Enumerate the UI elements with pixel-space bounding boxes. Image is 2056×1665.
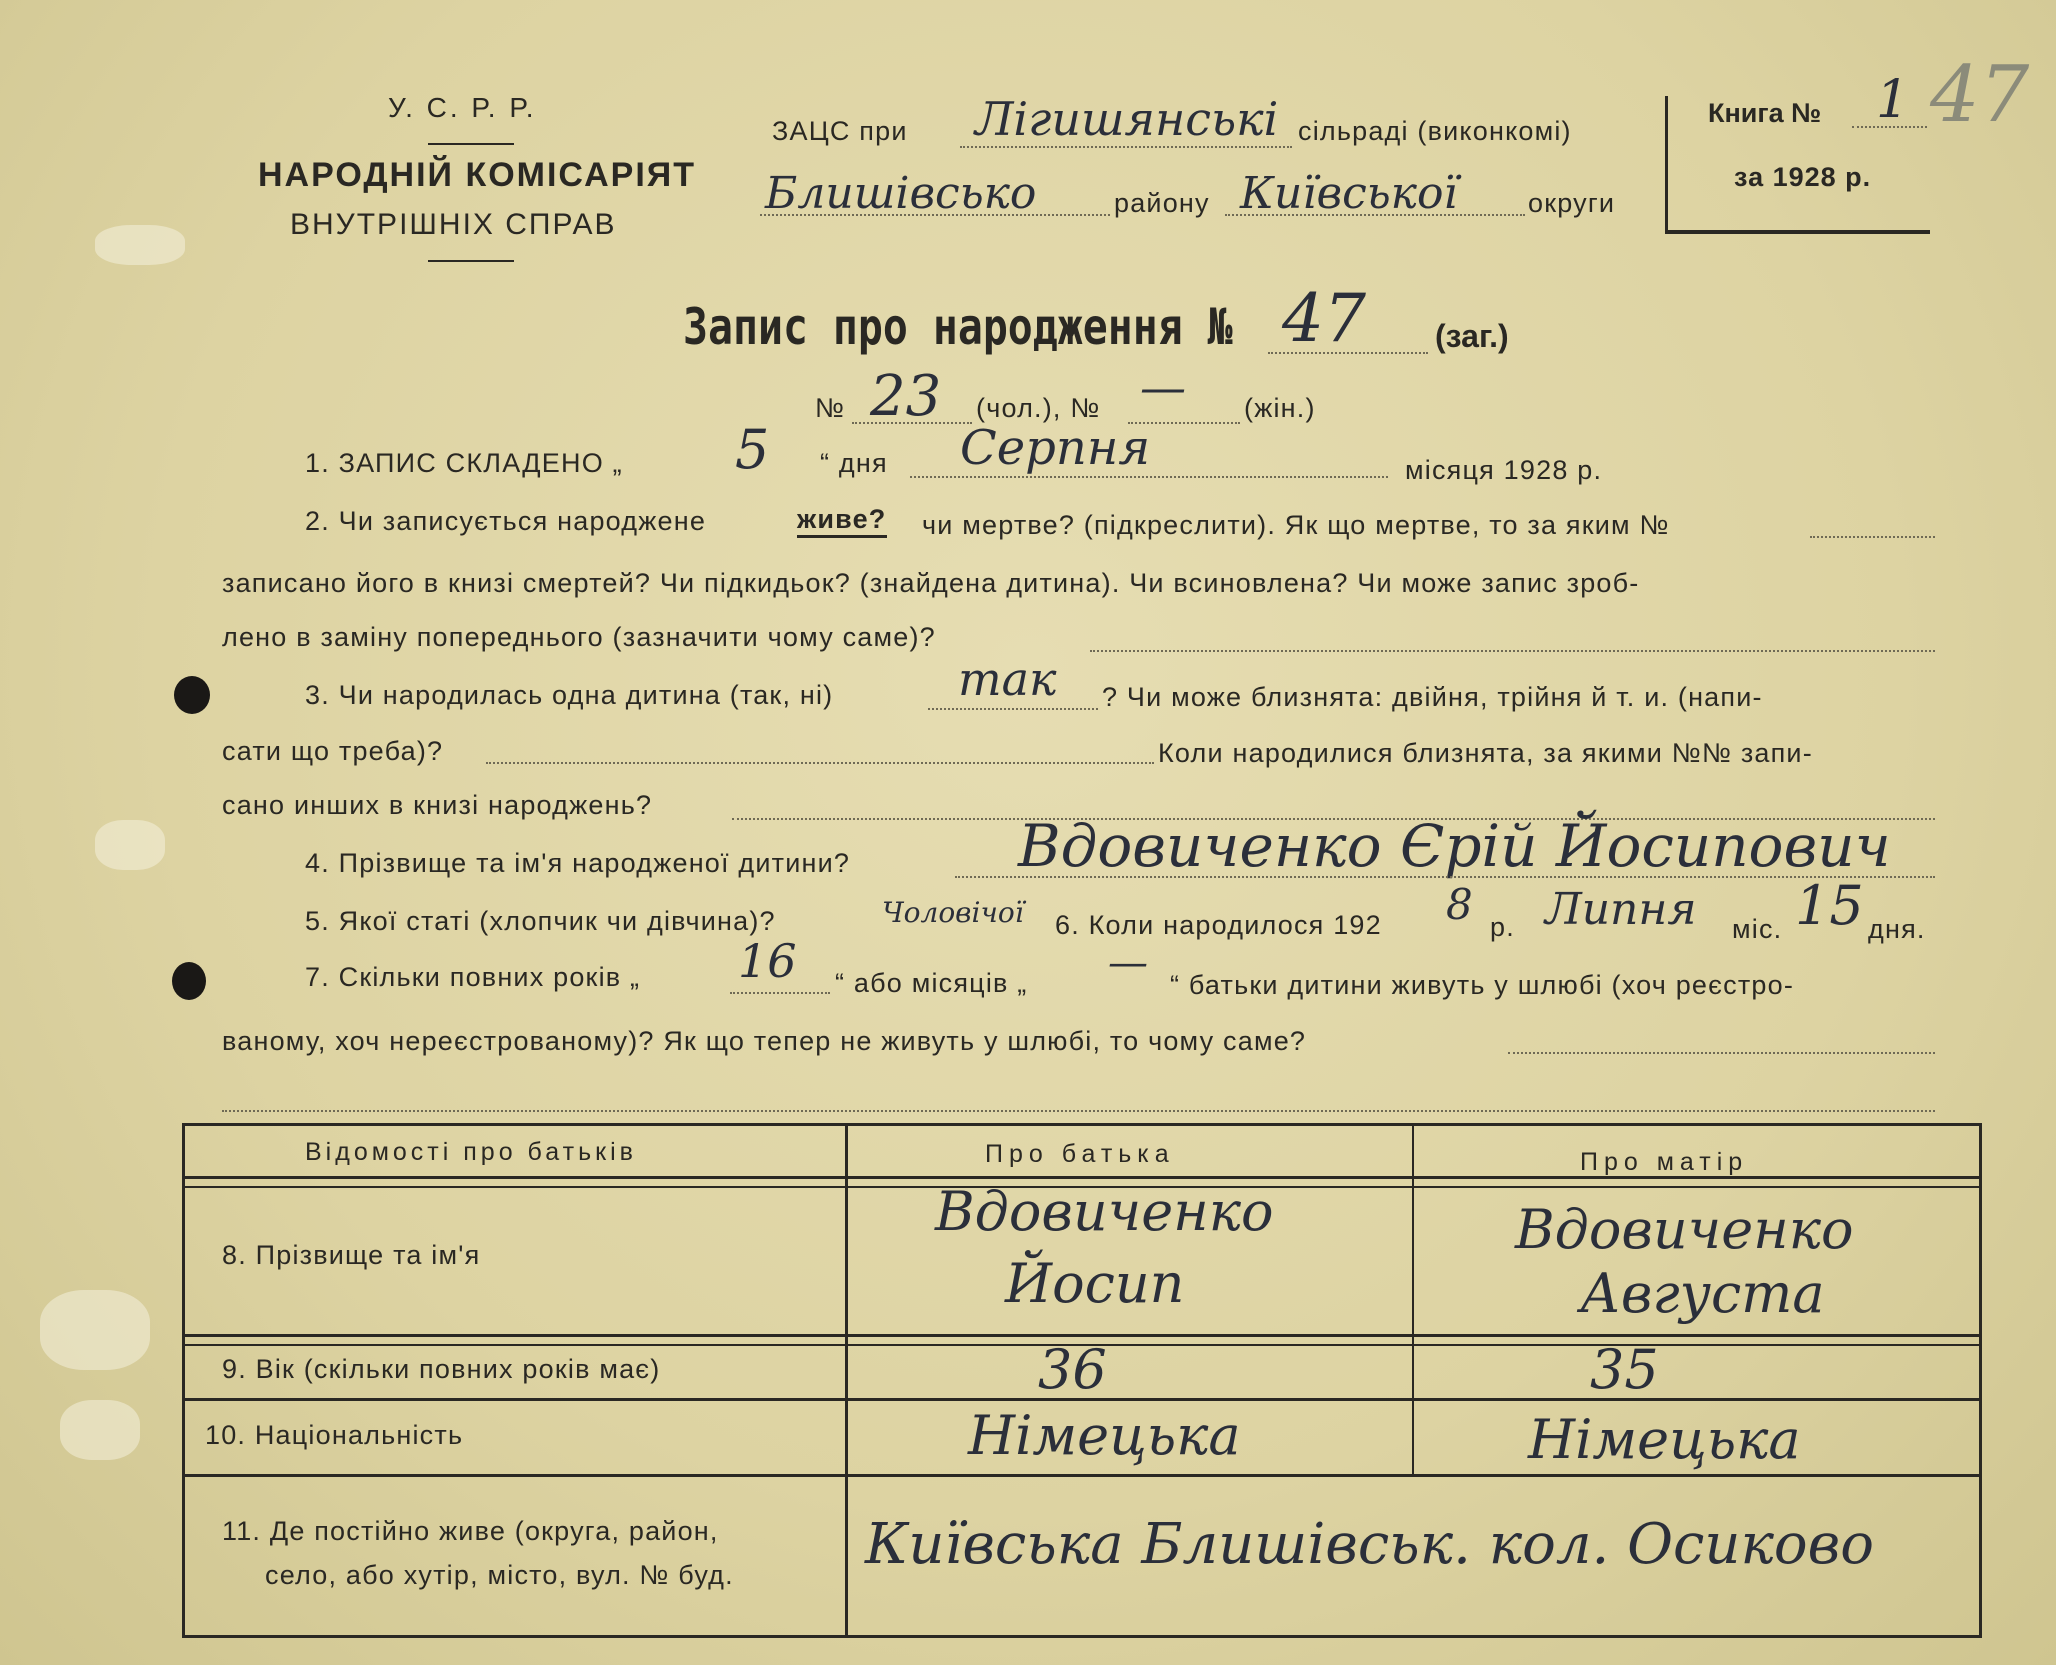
record-title: Запис про народження № [683,298,1233,356]
father-surname-handwritten: Вдовиченко [935,1180,1274,1243]
header-divider [428,143,514,145]
header-father: Про батька [985,1140,1175,1168]
fill-line [928,708,1098,710]
record-suffix: (заг.) [1435,318,1509,354]
record-number-handwritten: 47 [1282,280,1366,357]
commissariat-title: НАРОДНІЙ КОМІСАРІЯТ [258,156,696,194]
q2-alive-underlined: живе? [797,504,887,538]
book-year: за 1928 р. [1734,162,1872,192]
fill-line [955,876,1935,878]
q3-line2-b: Коли народилися близнята, за якими №№ запи- [1158,738,1813,768]
fill-line [1508,1052,1935,1054]
q2-line2: записано його в книзі смертей? Чи підкидьок? (знайдена дитина). Чи всиновлена? Чи може запис зроб- [222,568,1640,598]
male-number-handwritten: 23 [870,364,942,429]
q7-line2: ваному, хоч нереєстрованому)? Як що тепер не живуть у шлюбі, то чому саме? [222,1026,1307,1056]
punch-hole [172,962,206,1000]
q1-month-handwritten: Серпня [960,420,1151,476]
fill-line [1225,214,1525,216]
state-abbrev: У. С. Р. Р. [388,92,537,123]
fill-line [852,422,972,424]
q7-line1-b: “ або місяців „ [835,968,1028,998]
father-nationality-handwritten: Німецька [968,1404,1241,1467]
okruha-label: округи [1528,188,1616,218]
fill-line [222,1110,1935,1112]
father-name-handwritten: Йосип [1005,1252,1185,1315]
table-rule [1412,1123,1414,1475]
q6-label: 6. Коли народилося 192 [1055,910,1382,940]
okruha-handwritten: Київської [1240,168,1458,219]
q2-line1-a: 2. Чи записується народжене [305,506,707,536]
header-parents-info: Відомості про батьків [305,1138,637,1166]
fill-line [486,762,1154,764]
q4-label: 4. Прізвище та ім'я народженої дитини? [305,848,851,878]
mis-label: міс. [1732,914,1783,944]
paper-tear [60,1400,140,1460]
fill-line [1268,352,1428,354]
q3-line1-b: ? Чи може близнята: двійня, трійня й т. и. (напи- [1102,682,1763,712]
male-prefix: № [815,393,846,423]
q1-mid: “ дня [820,448,888,478]
row-age-label: 9. Вік (скільки повних років має) [222,1354,661,1384]
marriage-years-handwritten: 16 [738,934,797,988]
q7-line1-c: “ батьки дитини живуть у шлюбі (хоч реєстро- [1170,970,1795,1000]
district-label: району [1114,188,1210,218]
sex-handwritten: Чоловічої [882,896,1024,929]
mother-nationality-handwritten: Німецька [1528,1408,1801,1471]
mother-name-handwritten: Августа [1580,1262,1825,1325]
marriage-months-handwritten: — [1108,940,1148,986]
birth-month-handwritten: Липня [1545,884,1697,935]
female-number-handwritten: — [1140,360,1186,414]
table-rule [182,1334,1982,1337]
commissariat-subtitle: ВНУТРІШНІХ СПРАВ [290,208,617,241]
r-label: р. [1490,912,1515,942]
q1-suffix: місяця 1928 р. [1405,455,1603,485]
book-number-handwritten: 1 [1876,70,1910,130]
q3-line1-a: 3. Чи народилась одна дитина (так, ні) [305,680,834,710]
fill-line [1090,650,1935,652]
table-rule [845,1123,848,1638]
q7-line1-a: 7. Скільки повних років „ [305,962,641,992]
q1-day-handwritten: 5 [735,418,770,481]
fill-line [960,146,1292,148]
q3-line3: сано инших в книзі народжень? [222,790,653,820]
mother-surname-handwritten: Вдовиченко [1515,1198,1854,1261]
row-residence-label-2: село, або хутір, місто, вул. № буд. [265,1560,734,1590]
child-name-handwritten: Вдовиченко Єрій Йосипович [1018,812,1891,880]
paper-tear [95,225,185,265]
book-label: Книга № [1708,98,1822,128]
q3-answer-handwritten: так [958,652,1057,706]
q5-label: 5. Якої статі (хлопчик чи дівчина)? [305,906,776,936]
dnya-label: дня. [1868,914,1926,944]
q3-line2-a: сати що треба)? [222,736,444,766]
female-label: (жін.) [1244,393,1316,423]
punch-hole [174,676,210,714]
table-rule [182,1474,1982,1477]
district-handwritten: Блишівсько [765,168,1037,219]
header-divider [428,260,514,262]
fill-line [730,992,830,994]
zags-prefix: ЗАЦС при [772,116,908,146]
council-label: сільраді (виконкомі) [1298,116,1572,146]
birth-day-handwritten: 15 [1795,874,1864,937]
q2-line3: лено в заміну попереднього (зазначити чому саме)? [222,622,936,652]
row-name-label: 8. Прізвище та ім'я [222,1240,481,1270]
village-handwritten: Лігишянські [975,92,1279,146]
birth-year-handwritten: 8 [1446,880,1473,929]
father-age-handwritten: 36 [1038,1338,1107,1401]
male-label: (чол.), № [976,393,1101,423]
corner-number-handwritten: 47 [1930,50,2030,140]
paper-tear [40,1290,150,1370]
q1-prefix: 1. ЗАПИС СКЛАДЕНО „ [305,448,623,478]
header-mother: Про матір [1580,1148,1749,1176]
row-residence-label-1: 11. Де постійно живе (округа, район, [222,1516,719,1546]
mother-age-handwritten: 35 [1590,1338,1659,1401]
q2-line1-b: чи мертве? (підкреслити). Як що мертве, то за яким № [922,510,1670,540]
fill-line [760,214,1110,216]
row-nationality-label: 10. Національність [205,1420,464,1450]
fill-line [910,476,1388,478]
residence-handwritten: Київська Блишівськ. кол. Осиково [865,1512,1874,1577]
fill-line [1810,536,1935,538]
paper-tear [95,820,165,870]
